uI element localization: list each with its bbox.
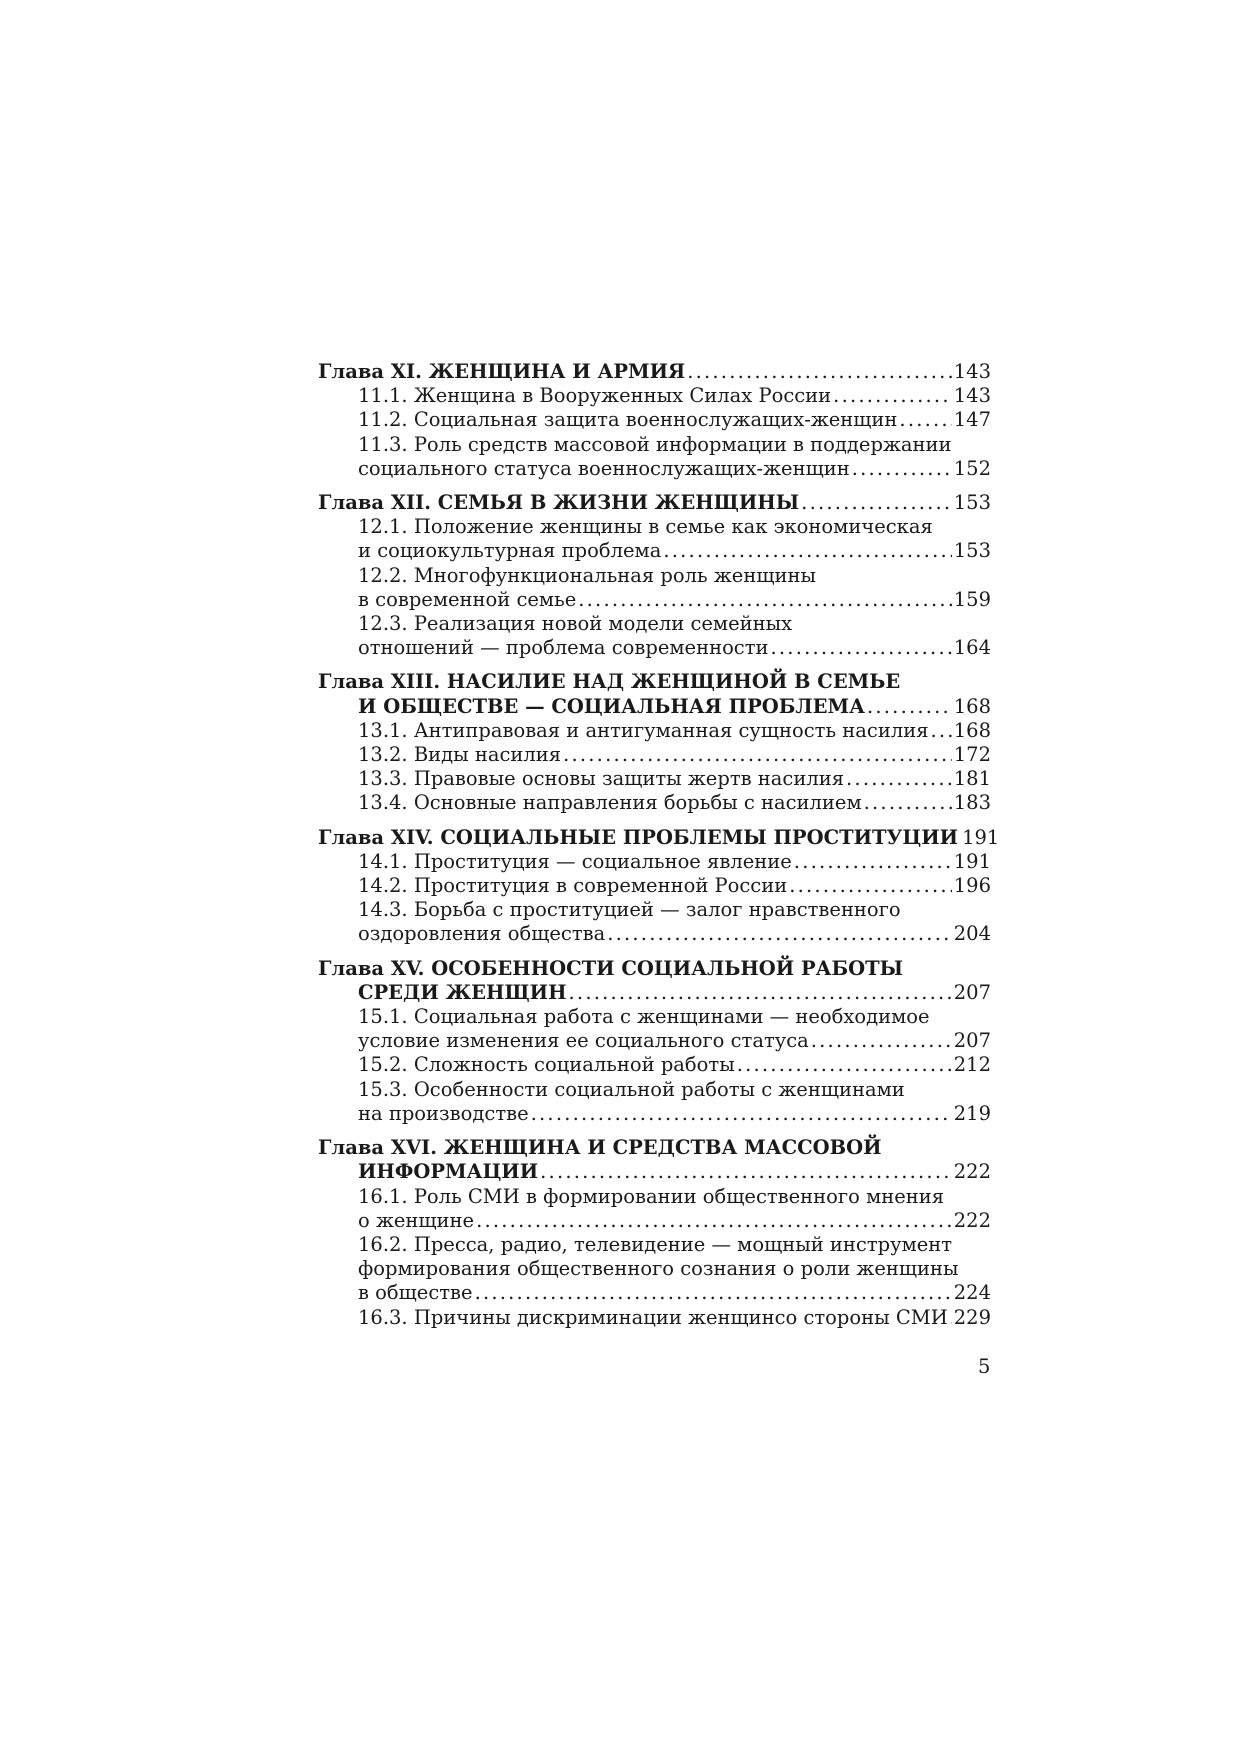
chapter-title: ИНФОРМАЦИИ	[358, 1160, 539, 1184]
chapter-title-line	[318, 981, 991, 1005]
leader-dots	[737, 1053, 952, 1077]
toc-chapter	[318, 360, 991, 481]
leader-dots	[801, 491, 952, 515]
toc-chapter	[318, 1136, 991, 1330]
chapter-title-line	[318, 695, 991, 719]
section-line	[318, 1233, 991, 1257]
section-title: формирования общественного сознания о роли женщины	[358, 1257, 959, 1281]
section-line	[318, 791, 991, 815]
leader-dots	[687, 360, 952, 384]
chapter-title: Глава XI. ЖЕНЩИНА И АРМИЯ	[318, 360, 686, 383]
section-line	[318, 922, 991, 946]
table-of-contents	[318, 360, 1000, 1340]
section-title: 14.2. Проституция в современной России	[358, 874, 788, 898]
section-title: о женщине	[358, 1208, 475, 1232]
section-page-number: 222	[953, 1208, 991, 1232]
section-line	[318, 1029, 991, 1053]
section-line	[318, 564, 991, 588]
leader-dots	[789, 874, 952, 898]
section-page-number: 183	[953, 791, 991, 815]
leader-dots	[476, 1209, 952, 1233]
section-line	[318, 1281, 991, 1305]
section-line	[318, 850, 991, 874]
section-title: на производстве	[358, 1101, 529, 1125]
section-line	[318, 1053, 991, 1077]
section-title: 13.2. Виды насилия	[358, 743, 562, 767]
section-line	[318, 433, 991, 457]
section-title: в обществе	[358, 1281, 473, 1305]
chapter-page-number: 207	[953, 980, 991, 1004]
section-line	[318, 1185, 991, 1209]
leader-dots	[540, 1160, 952, 1184]
chapter-title: СРЕДИ ЖЕНЩИН	[358, 980, 567, 1004]
section-page-number: 196	[953, 874, 991, 898]
section-title: 14.3. Борьба с проституцией — залог нравственного	[358, 898, 901, 922]
leader-dots	[794, 850, 952, 874]
section-line	[318, 743, 991, 767]
chapter-title: Глава XVI. ЖЕНЩИНА И СРЕДСТВА МАССОВОЙ	[318, 1136, 882, 1160]
section-page-number: 153	[953, 539, 991, 563]
section-title: 14.1. Проституция — социальное явление	[358, 849, 792, 873]
section-line	[318, 515, 991, 539]
section-line	[318, 719, 991, 743]
section-line	[318, 1078, 991, 1102]
leader-dots	[899, 408, 951, 432]
section-title: 16.2. Пресса, радио, телевидение — мощный инструмент	[358, 1232, 953, 1256]
section-line	[318, 1257, 991, 1281]
section-title: 13.3. Правовые основы защиты жертв насилия	[358, 767, 845, 791]
toc-chapter	[318, 670, 991, 815]
section-page-number: 204	[953, 922, 991, 946]
chapter-page-number: 222	[953, 1160, 991, 1184]
leader-dots	[931, 719, 952, 743]
section-title: 13.1. Антиправовая и антигуманная сущность насилия	[358, 718, 929, 742]
toc-chapter	[318, 957, 991, 1126]
section-page-number: 168	[953, 718, 991, 742]
section-line	[318, 767, 991, 791]
leader-dots	[578, 588, 952, 612]
section-title: 11.3. Роль средств массовой информации в поддержании	[358, 432, 952, 456]
section-page-number: 164	[953, 636, 991, 660]
chapter-title-line	[318, 670, 991, 694]
section-page-number: 207	[953, 1029, 991, 1053]
section-line	[318, 636, 991, 660]
section-title: отношений — проблема современности	[358, 636, 769, 660]
leader-dots	[771, 636, 952, 660]
section-line	[318, 588, 991, 612]
section-title: 16.1. Роль СМИ в формировании общественного мнения	[358, 1184, 945, 1208]
leader-dots	[867, 695, 952, 719]
chapter-page-number: 153	[953, 491, 991, 515]
leader-dots	[852, 457, 952, 481]
section-page-number: 159	[953, 587, 991, 611]
section-page-number: 191	[953, 849, 991, 873]
leader-dots	[950, 1306, 952, 1330]
chapter-title-line	[318, 1136, 991, 1160]
section-line	[318, 612, 991, 636]
section-line	[318, 384, 991, 408]
section-title: социального статуса военнослужащих-женщин	[358, 456, 850, 480]
section-page-number: 229	[953, 1305, 991, 1329]
section-title: 15.2. Сложность социальной работы	[358, 1053, 735, 1077]
leader-dots	[864, 791, 952, 815]
section-line	[318, 874, 991, 898]
leader-dots	[663, 539, 951, 563]
section-title: условие изменения ее социального статуса	[358, 1029, 809, 1053]
chapter-title: Глава XV. ОСОБЕННОСТИ СОЦИАЛЬНОЙ РАБОТЫ	[318, 956, 904, 980]
leader-dots	[833, 384, 952, 408]
section-title: 12.3. Реализация новой модели семейных	[358, 612, 793, 636]
section-line	[318, 1102, 991, 1126]
chapter-title: Глава XIV. СОЦИАЛЬНЫЕ ПРОБЛЕМЫ ПРОСТИТУЦИИ	[318, 825, 959, 849]
page-number: 5	[978, 1355, 991, 1378]
section-title: в современной семье	[358, 587, 577, 611]
section-page-number: 224	[953, 1281, 991, 1305]
section-title: 15.1. Социальная работа с женщинами — необходимое	[358, 1005, 930, 1029]
chapter-title-line	[318, 825, 1000, 850]
section-line	[318, 539, 991, 563]
section-line	[318, 1209, 991, 1233]
section-page-number: 143	[953, 384, 991, 408]
section-page-number: 181	[953, 767, 991, 791]
chapter-title-line	[318, 957, 991, 981]
section-page-number: 147	[953, 408, 991, 432]
section-title: 15.3. Особенности социальной работы с женщинами	[358, 1077, 905, 1101]
leader-dots	[607, 922, 952, 946]
section-page-number: 152	[953, 456, 991, 480]
chapter-page-number: 191	[962, 825, 1000, 849]
chapter-title-line	[318, 491, 991, 515]
section-title: 11.1. Женщина в Вооруженных Силах России	[358, 384, 832, 408]
section-title: 13.4. Основные направления борьбы с насилием	[358, 791, 862, 815]
chapter-title-line	[318, 360, 991, 384]
chapter-title-line	[318, 1160, 991, 1184]
chapter-title: И ОБЩЕСТВЕ — СОЦИАЛЬНАЯ ПРОБЛЕМА	[358, 694, 865, 718]
toc-chapter	[318, 825, 1000, 947]
section-title: 11.2. Социальная защита военнослужащих-женщин	[358, 408, 898, 432]
section-title: 16.3. Причины дискриминации женщинсо стороны СМИ	[358, 1305, 948, 1329]
section-page-number: 212	[953, 1053, 991, 1077]
chapter-page-number: 168	[953, 694, 991, 718]
leader-dots	[569, 981, 952, 1005]
chapter-title: Глава XIII. НАСИЛИЕ НАД ЖЕНЩИНОЙ В СЕМЬЕ	[318, 670, 901, 694]
leader-dots	[531, 1102, 952, 1126]
leader-dots	[563, 743, 952, 767]
section-title: 12.1. Положение женщины в семье как экономическая	[358, 515, 933, 539]
section-line	[318, 1005, 991, 1029]
section-title: 12.2. Многофункциональная роль женщины	[358, 563, 816, 587]
section-title: оздоровления общества	[358, 922, 606, 946]
section-line	[318, 1306, 991, 1330]
chapter-page-number: 143	[953, 360, 991, 383]
section-line	[318, 408, 991, 432]
section-title: и социокультурная проблема	[358, 539, 662, 563]
leader-dots	[475, 1281, 952, 1305]
section-page-number: 219	[953, 1101, 991, 1125]
chapter-title: Глава XII. СЕМЬЯ В ЖИЗНИ ЖЕНЩИНЫ	[318, 491, 800, 515]
leader-dots	[811, 1029, 952, 1053]
section-line	[318, 898, 991, 922]
section-page-number: 172	[953, 743, 991, 767]
toc-chapter	[318, 491, 991, 660]
section-line	[318, 457, 991, 481]
leader-dots	[846, 767, 952, 791]
